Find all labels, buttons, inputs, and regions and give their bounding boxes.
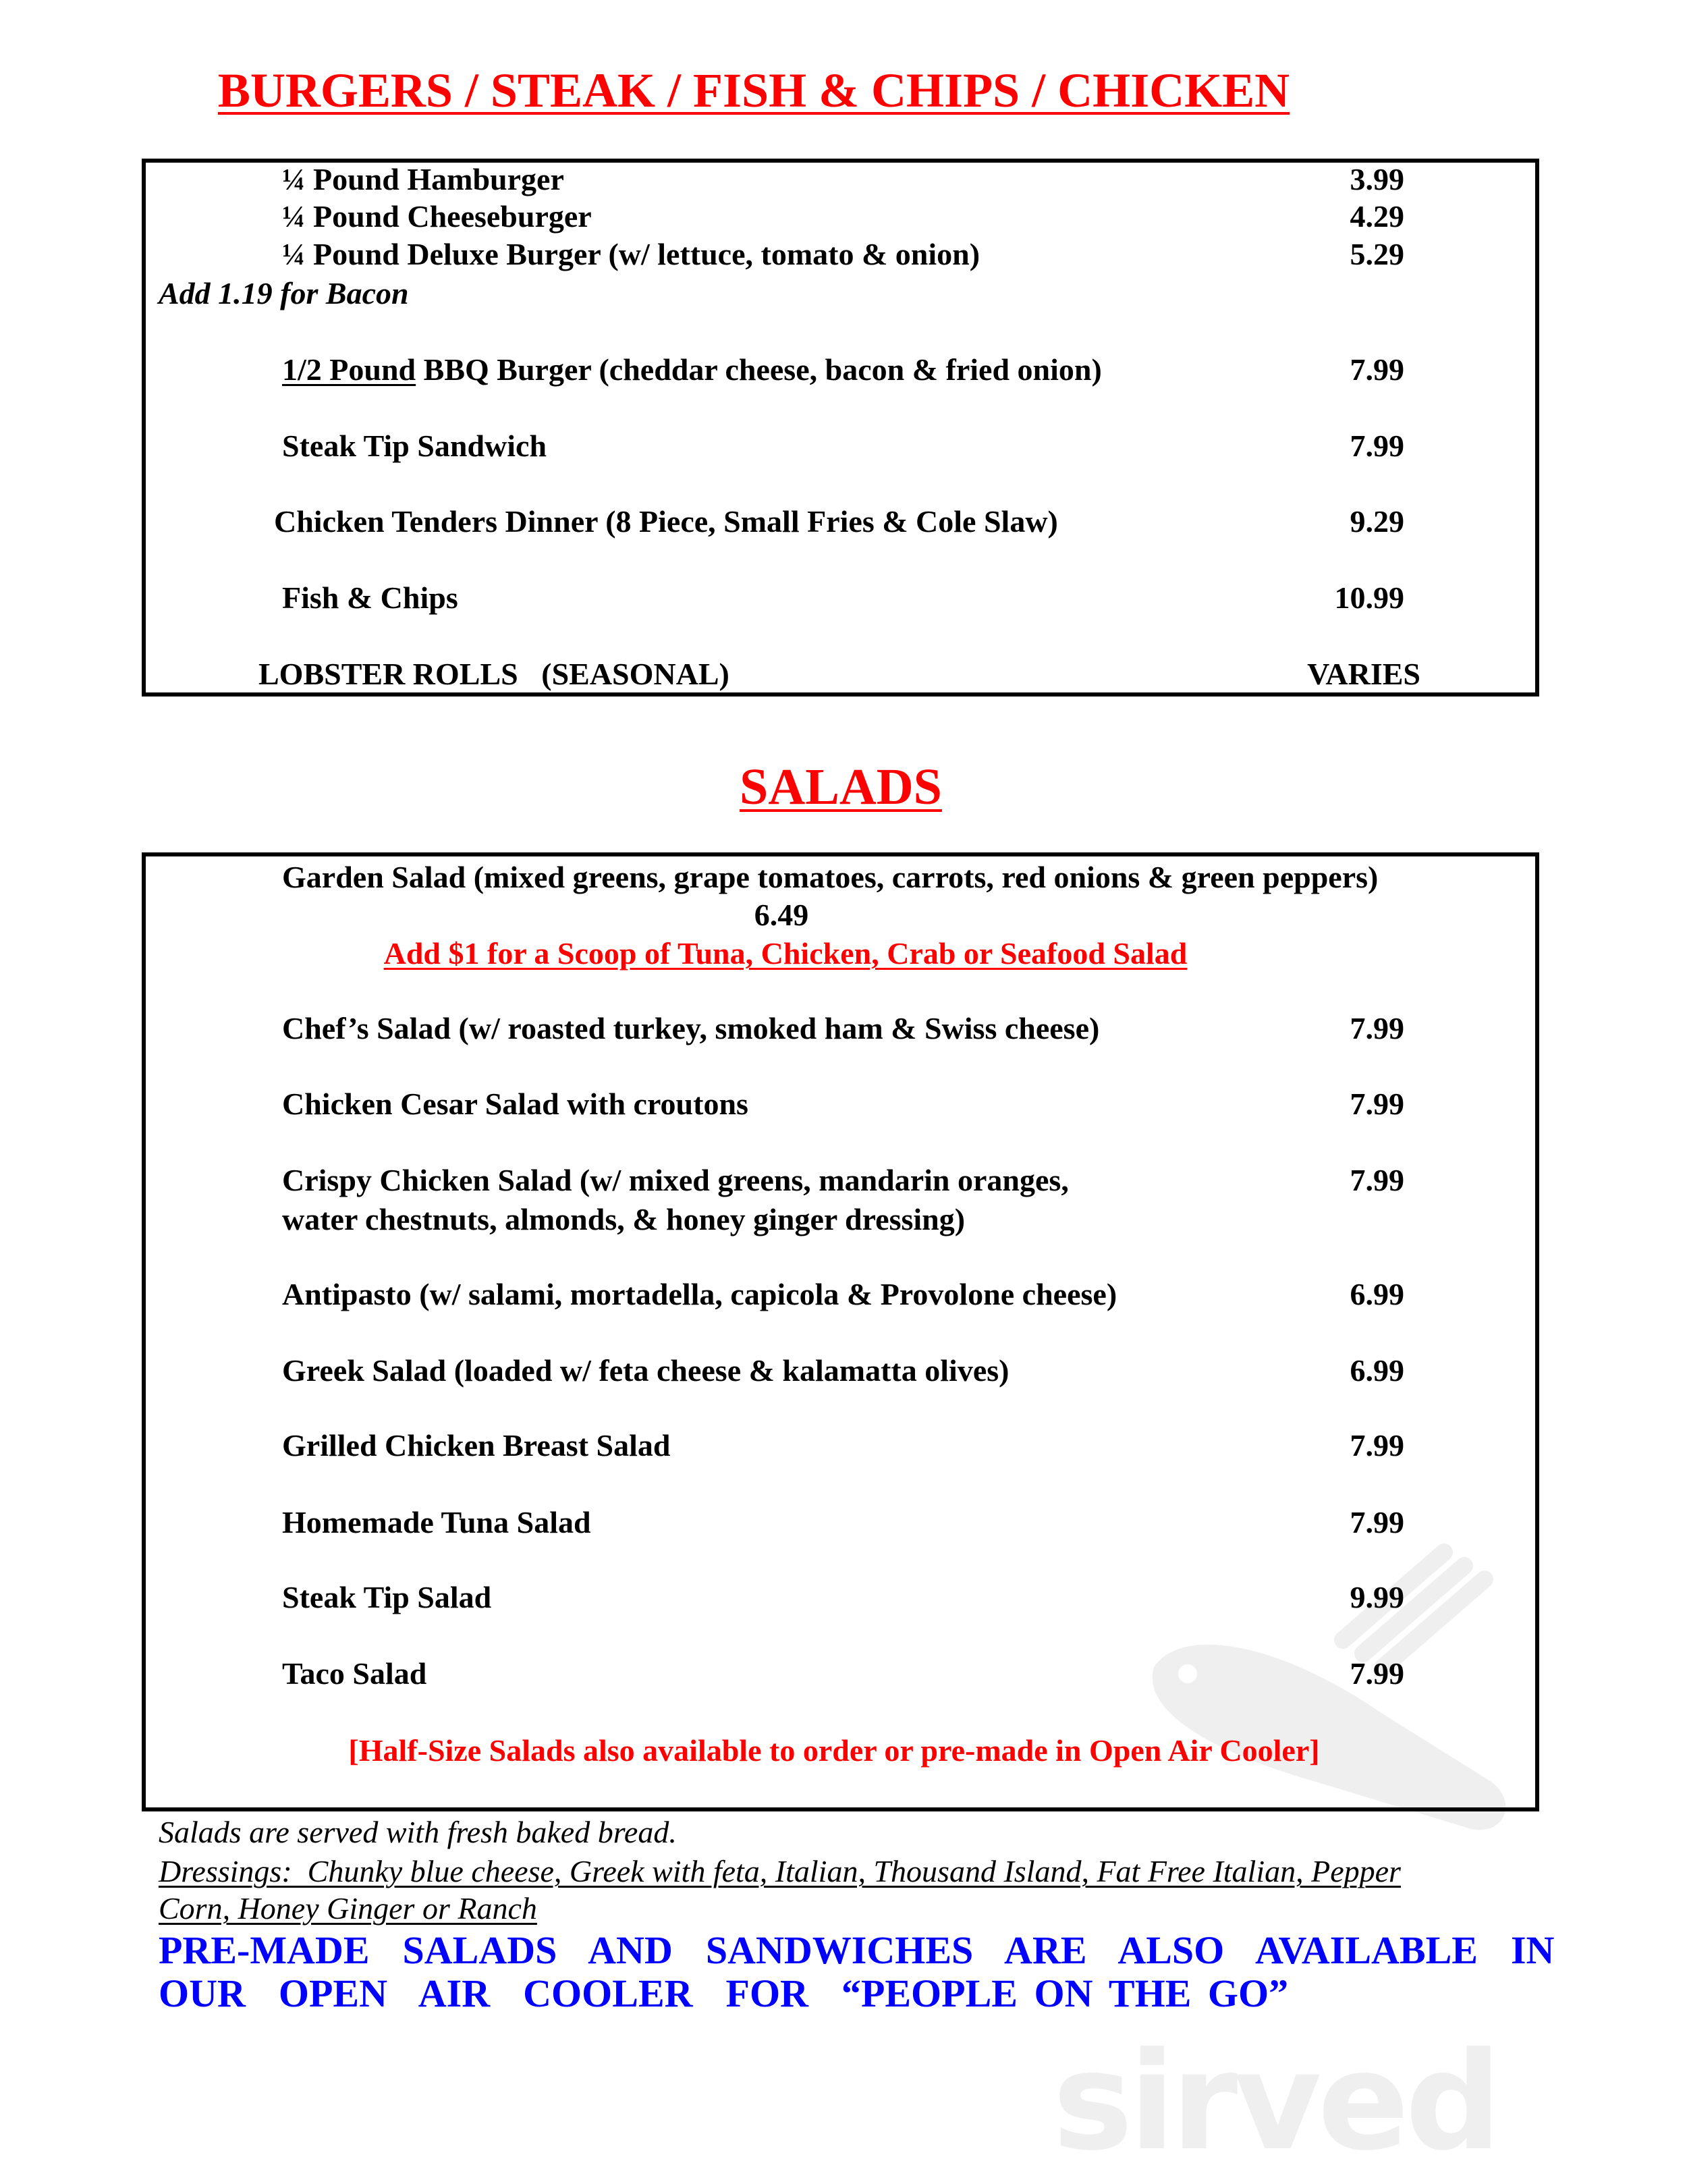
menu-item-price: VARIES xyxy=(1307,657,1420,691)
dressings-list: Dressings: Chunky blue cheese, Greek with feta, Italian, Thousand Island, Fat Free Italian, Pepper xyxy=(159,1854,1401,1888)
menu-item-price: 9.29 xyxy=(1350,504,1404,539)
menu-item-price: 3.99 xyxy=(1350,162,1404,196)
menu-item-price: 7.99 xyxy=(1350,429,1404,463)
section-title-salads: SALADS xyxy=(740,759,942,815)
menu-item-name: Grilled Chicken Breast Salad xyxy=(282,1428,671,1463)
menu-item-name: Steak Tip Sandwich xyxy=(282,429,547,463)
menu-item-name-line2: water chestnuts, almonds, & honey ginger dressing) xyxy=(282,1202,966,1236)
menu-item-name: ¼ Pound Hamburger xyxy=(282,162,564,196)
salad-addon-note: Add $1 for a Scoop of Tuna, Chicken, Crab or Seafood Salad xyxy=(383,936,1188,971)
menu-item-price: 6.49 xyxy=(754,898,809,932)
menu-item-name: Antipasto (w/ salami, mortadella, capicola & Provolone cheese) xyxy=(282,1277,1117,1311)
menu-item-name: Chicken Tenders Dinner (8 Piece, Small Fries & Cole Slaw) xyxy=(274,504,1058,539)
menu-item-name: Chicken Cesar Salad with croutons xyxy=(282,1087,748,1121)
menu-item-name: Steak Tip Salad xyxy=(282,1580,492,1614)
menu-item-name: Taco Salad xyxy=(282,1656,427,1691)
dressings-list-cont: Corn, Honey Ginger or Ranch xyxy=(159,1891,537,1926)
menu-item-price: 10.99 xyxy=(1334,580,1404,615)
menu-item-name: LOBSTER ROLLS (SEASONAL) xyxy=(258,657,729,691)
bacon-note: Add 1.19 for Bacon xyxy=(159,276,409,310)
bbq-size-label: 1/2 Pound xyxy=(282,352,416,387)
menu-item-price: 5.29 xyxy=(1350,237,1404,271)
menu-item-price: 6.99 xyxy=(1350,1277,1404,1311)
promo-line: PRE-MADE SALADS AND SANDWICHES ARE ALSO AVAILABLE IN xyxy=(159,1928,1555,1972)
promo-line-cont: OUR OPEN AIR COOLER FOR “PEOPLE ON THE GO” xyxy=(159,1971,1289,2015)
menu-item-name: Crispy Chicken Salad (w/ mixed greens, mandarin oranges, xyxy=(282,1163,1069,1197)
half-size-note: [Half-Size Salads also available to order or pre-made in Open Air Cooler] xyxy=(348,1733,1320,1768)
menu-item-price: 7.99 xyxy=(1350,352,1404,387)
menu-item-name: Fish & Chips xyxy=(282,580,458,615)
menu-item-name: ¼ Pound Cheeseburger xyxy=(282,199,592,234)
bread-note: Salads are served with fresh baked bread. xyxy=(159,1815,677,1849)
menu-item-price: 7.99 xyxy=(1350,1087,1404,1121)
menu-item-price: 7.99 xyxy=(1350,1428,1404,1463)
menu-item-price: 6.99 xyxy=(1350,1353,1404,1388)
menu-item-price: 9.99 xyxy=(1350,1580,1404,1614)
menu-item-name: BBQ Burger (cheddar cheese, bacon & fried onion) xyxy=(416,352,1102,387)
menu-item-bbq-burger xyxy=(282,354,1102,385)
section-title-burgers: BURGERS / STEAK / FISH & CHIPS / CHICKEN xyxy=(217,63,1290,117)
menu-item-price: 7.99 xyxy=(1350,1011,1404,1045)
menu-item-name: Garden Salad (mixed greens, grape tomatoes, carrots, red onions & green peppers) xyxy=(282,860,1379,894)
menu-item-price: 7.99 xyxy=(1350,1505,1404,1539)
menu-item-name: Chef’s Salad (w/ roasted turkey, smoked ham & Swiss cheese) xyxy=(282,1011,1100,1045)
menu-item-name: Greek Salad (loaded w/ feta cheese & kalamatta olives) xyxy=(282,1353,1010,1388)
menu-item-name: Homemade Tuna Salad xyxy=(282,1505,591,1539)
menu-item-name: ¼ Pound Deluxe Burger (w/ lettuce, tomato & onion) xyxy=(282,237,980,271)
menu-item-price: 7.99 xyxy=(1350,1656,1404,1691)
menu-item-price: 4.29 xyxy=(1350,199,1404,234)
menu-item-price: 7.99 xyxy=(1350,1163,1404,1197)
